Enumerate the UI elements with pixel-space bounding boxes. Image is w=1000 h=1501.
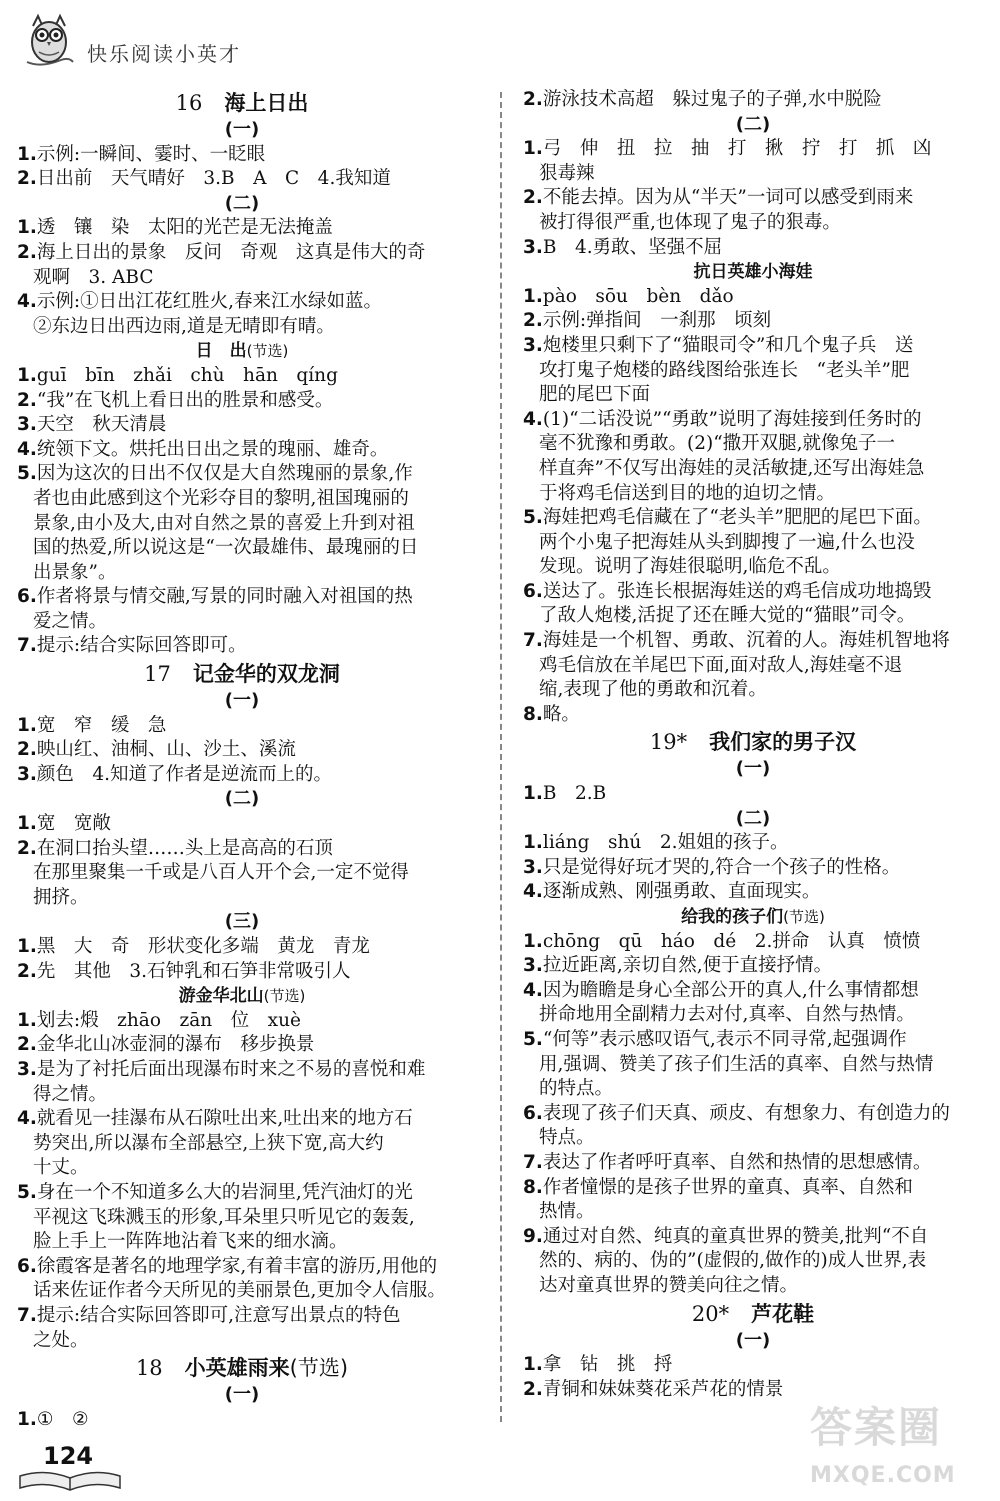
- answer-continuation: 用,强调、赞美了孩子们生活的真率、自然与热情: [539, 1053, 934, 1075]
- answer-text: 海娃是一个机智、勇敢、沉着的人。海娃机智地将: [542, 630, 950, 652]
- lesson-subtitle: (节选): [289, 1356, 349, 1381]
- brand-title: 快乐阅读小英才: [87, 42, 241, 66]
- answer-number: 3.: [523, 334, 543, 356]
- answer-number: 8.: [523, 703, 543, 725]
- answer-item: [17, 763, 467, 788]
- section-heading: (一): [224, 1384, 260, 1406]
- section-heading: (一): [224, 119, 260, 140]
- reading-name: 抗日英雄小海娃: [693, 262, 813, 283]
- answer-text: 颜色 4.知道了作者是逆流而上的。: [36, 763, 333, 785]
- answer-text: 金华北山冰壶洞的瀑布 移步换景: [36, 1034, 315, 1056]
- answer-number: 1.: [17, 936, 37, 957]
- answer-item: [17, 389, 467, 414]
- lesson-name: 小英雄雨来: [184, 1356, 290, 1381]
- answer-text: 海上日出的景象 反问 奇观 这真是伟大的奇: [36, 241, 426, 263]
- open-book-icon: [15, 1470, 125, 1492]
- answer-number: 4.: [523, 979, 543, 1001]
- watermark-text: 答案圈: [810, 1403, 943, 1452]
- reading-subtitle: (节选): [246, 342, 289, 361]
- answer-number: 6.: [523, 1102, 543, 1124]
- right-column: [523, 88, 983, 1402]
- answer-item: [17, 167, 467, 192]
- section-heading: (一): [224, 690, 260, 712]
- answer-text: 海娃把鸡毛信藏在了“老头羊”肥肥的尾巴下面。: [542, 507, 932, 529]
- section-heading: (二): [735, 807, 771, 829]
- answer-item: [523, 856, 983, 881]
- answer-text: 黑 大 奇 形状变化多端 黄龙 青龙: [36, 936, 370, 957]
- watermark: [810, 1395, 956, 1488]
- answer-text: 提示:结合实际回答即可,注意写出景点的特色: [36, 1304, 401, 1326]
- answer-text: 映山红、油桐、山、沙土、溪流: [36, 739, 296, 761]
- answer-text: 宽 窄 缓 急: [36, 714, 167, 736]
- reading-subtitle: (节选): [783, 908, 825, 926]
- page-number: 124: [43, 1442, 94, 1470]
- answer-continuation: 势突出,所以瀑布全部悬空,上狭下宽,高大约: [33, 1132, 384, 1154]
- answer-item: [523, 1225, 983, 1250]
- answer-item: [523, 1353, 983, 1378]
- answer-text: 青铜和妹妹葵花采芦花的情景: [542, 1378, 784, 1400]
- answer-text: 因为这次的日出不仅仅是大自然瑰丽的景象,作: [36, 463, 413, 485]
- answer-continuation: 发现。说明了海娃很聪明,临危不乱。: [539, 556, 841, 578]
- reading-name: 给我的孩子们: [681, 907, 784, 927]
- answer-item: [523, 580, 983, 605]
- answer-text: 身在一个不知道多么大的岩洞里,凭汽油灯的光: [36, 1181, 413, 1203]
- answer-text: 是为了衬托后面出现瀑布时来之不易的喜悦和难: [36, 1058, 426, 1080]
- answer-number: 2.: [17, 960, 37, 982]
- answer-item: [523, 880, 983, 905]
- answer-text: 先 其他 3.石钟乳和石笋非常吸引人: [36, 960, 351, 982]
- answer-item: [17, 216, 467, 241]
- answer-text: 不能去掉。因为从“半天”一词可以感受到雨来: [542, 187, 914, 209]
- answer-continuation: 达对童真世界的赞美向往之情。: [539, 1274, 799, 1296]
- answer-item: [17, 960, 467, 985]
- answer-number: 3.: [523, 856, 543, 878]
- answer-item: [17, 738, 467, 763]
- reading-name: 日 出: [195, 341, 247, 362]
- answer-continuation: 的特点。: [539, 1078, 614, 1100]
- answer-number: 7.: [17, 635, 37, 657]
- answer-item: [17, 1107, 467, 1132]
- answer-text: 在洞口抬头望……头上是高高的石顶: [36, 837, 333, 859]
- answer-text: 拿 钻 挑 捋: [542, 1354, 673, 1376]
- answer-number: 6.: [523, 580, 543, 602]
- answer-text: 弓 伸 扭 拉 抽 打 揪 拧 打 抓 凶: [542, 138, 932, 160]
- answer-number: 2.: [17, 739, 37, 761]
- reading-name: 游金华北山: [178, 986, 264, 1007]
- answer-continuation: 于将鸡毛信送到目的地的迫切之情。: [539, 482, 836, 504]
- answer-continuation: 国的热爱,所以说这是“一次最雄伟、最瑰丽的日: [33, 537, 419, 559]
- answer-number: 1.: [17, 217, 37, 239]
- answer-continuation: 了敌人炮楼,活捉了还在睡大觉的“猫眼”司令。: [539, 605, 916, 627]
- answer-text: 示例:弹指间 一刹那 顷刻: [542, 310, 772, 332]
- answer-text: ① ②: [36, 1408, 89, 1430]
- lesson-number: 18: [135, 1356, 163, 1381]
- answer-continuation: 话来佐证作者今天所见的美丽景色,更加令人信服。: [33, 1280, 446, 1302]
- answer-item: [17, 364, 467, 389]
- answer-number: 2.: [17, 241, 37, 263]
- page-footer: [15, 1432, 135, 1492]
- answer-text: 示例:①日出江花红胜火,春来江水绿如蓝。: [36, 291, 383, 313]
- answer-item: [17, 290, 467, 315]
- answer-item: [523, 137, 983, 162]
- answer-item: [17, 241, 467, 266]
- section-heading: (二): [735, 113, 771, 135]
- reading-subtitle: (节选): [263, 987, 306, 1006]
- answer-text: 逐渐成熟、刚强勇敢、直面现实。: [542, 881, 821, 903]
- answer-text: 作者憧憬的是孩子世界的童真、真率、自然和: [542, 1176, 913, 1198]
- answer-number: 1.: [523, 832, 543, 854]
- answer-number: 5.: [523, 1028, 543, 1050]
- answer-text: pào sōu bèn dǎo: [542, 285, 734, 307]
- lesson-name: 记金华的双龙洞: [192, 662, 340, 687]
- answer-number: 2.: [523, 89, 543, 110]
- answer-text: 透 镶 染 太阳的光芒是无法掩盖: [36, 217, 333, 239]
- answer-number: 1.: [17, 813, 37, 835]
- header: [15, 8, 315, 83]
- answer-text: 划去:煅 zhāo zān 位 xuè: [36, 1009, 301, 1031]
- answer-text: chōng qū háo dé 2.拼命 认真 愤愤: [542, 930, 921, 952]
- answer-item: [17, 837, 467, 862]
- answer-number: 2.: [17, 168, 37, 190]
- lesson-name: 我们家的男子汉: [709, 730, 857, 755]
- lesson-title: [523, 727, 983, 757]
- answer-item: [17, 714, 467, 739]
- answer-item: [17, 1033, 467, 1058]
- answer-number: 4.: [523, 408, 543, 430]
- answer-continuation: 两个小鬼子把海娃从头到脚搜了一遍,什么也没: [539, 531, 915, 553]
- answer-continuation: 爱之情。: [33, 610, 108, 632]
- watermark-url: MXQE.COM: [810, 1463, 956, 1488]
- answer-continuation: 者也由此感到这个光彩夺目的黎明,祖国瑰丽的: [33, 487, 409, 509]
- answer-text: 宽 宽敞: [36, 813, 111, 835]
- answer-number: 1.: [523, 138, 543, 160]
- answer-item: [17, 1255, 467, 1280]
- answer-item: [17, 413, 467, 438]
- section-heading: (一): [735, 758, 771, 780]
- lesson-name: 海上日出: [224, 91, 309, 115]
- lesson-name: 芦花鞋: [751, 1301, 815, 1326]
- section-heading: (二): [224, 192, 260, 214]
- answer-number: 9.: [523, 1225, 543, 1247]
- answer-item: [17, 143, 467, 168]
- answer-continuation: 十丈。: [33, 1157, 89, 1179]
- answer-text: 就看见一挂瀑布从石隙吐出来,吐出来的地方石: [36, 1108, 413, 1130]
- answer-number: 5.: [17, 1181, 37, 1203]
- answer-continuation: 鸡毛信放在羊尾巴下面,面对敌人,海娃毫不退: [539, 654, 903, 676]
- answer-text: 送达了。张连长根据海娃送的鸡毛信成功地捣毁: [542, 580, 932, 602]
- answer-number: 6.: [17, 1255, 37, 1277]
- answer-number: 6.: [17, 586, 37, 608]
- answer-continuation: 拥挤。: [33, 886, 89, 908]
- answer-text: “何等”表示感叹语气,表示不同寻常,起强调作: [542, 1028, 907, 1050]
- answer-text: 示例:一瞬间、霎时、一眨眼: [36, 143, 266, 165]
- answer-item: [523, 930, 983, 955]
- answer-number: 7.: [17, 1304, 37, 1326]
- answer-continuation: 平视这飞珠溅玉的形象,耳朵里只听见它的轰轰,: [33, 1206, 415, 1228]
- answer-continuation: 脸上手上一阵阵地沾着飞来的细水滴。: [33, 1231, 348, 1253]
- answer-text: B 2.B: [542, 783, 607, 805]
- lesson-number: 17: [144, 662, 171, 687]
- answer-item: [523, 506, 983, 531]
- answer-continuation: 拼命地用全副精力去对付,真率、自然与热情。: [539, 1004, 915, 1026]
- answer-item: [17, 1304, 467, 1329]
- answer-continuation: 得之情。: [33, 1083, 108, 1105]
- answer-number: 3.: [17, 1058, 37, 1080]
- answer-item: [523, 334, 983, 359]
- answer-text: 徐霞客是著名的地理学家,有着丰富的游历,用他的: [36, 1255, 438, 1277]
- answer-number: 2.: [523, 310, 543, 332]
- answer-continuation: 样直奔”不仅写出海娃的灵活敏捷,还写出海娃急: [539, 457, 925, 479]
- answer-text: 通过对自然、纯真的童真世界的赞美,批判“不自: [542, 1225, 929, 1247]
- lesson-title: [523, 1299, 983, 1329]
- lesson-title: [17, 659, 467, 689]
- answer-item: [523, 1176, 983, 1201]
- answer-number: 7.: [523, 630, 543, 652]
- answer-continuation: 热情。: [539, 1201, 595, 1223]
- answer-number: 1.: [523, 930, 543, 952]
- answer-item: [17, 462, 467, 487]
- answer-item: [523, 1151, 983, 1176]
- answer-number: 5.: [523, 507, 543, 529]
- answer-continuation: 毫不犹豫和勇敢。(2)“撒开双腿,就像兔子一: [539, 433, 896, 455]
- answer-number: 1.: [17, 364, 37, 386]
- answer-text: 因为瞻瞻是身心全部公开的真人,什么事情都想: [542, 979, 919, 1001]
- answer-text: “我”在飞机上看日出的胜景和感受。: [36, 389, 334, 411]
- answer-number: 2.: [17, 389, 37, 411]
- answer-item: [523, 979, 983, 1004]
- answer-item: [523, 1028, 983, 1053]
- answer-item: [17, 438, 467, 463]
- answer-number: 2.: [523, 1378, 543, 1400]
- answer-text: 日出前 天气晴好 3.B A C 4.我知道: [36, 168, 391, 190]
- answer-item: [523, 782, 983, 807]
- lesson-number: 19*: [649, 730, 688, 755]
- answer-number: 3.: [17, 763, 37, 785]
- answer-item: [523, 954, 983, 979]
- answer-number: 8.: [523, 1176, 543, 1198]
- answer-number: 1.: [523, 285, 543, 307]
- answer-number: 1.: [523, 783, 543, 805]
- answer-text: (1)“二话没说”“勇敢”说明了海娃接到任务时的: [542, 408, 922, 430]
- answer-continuation: 肥的尾巴下面: [539, 384, 651, 406]
- answer-item: [523, 236, 983, 261]
- answer-item: [523, 285, 983, 310]
- answer-number: 3.: [523, 236, 543, 258]
- answer-number: 2.: [17, 837, 37, 859]
- answer-item: [523, 629, 983, 654]
- answer-continuation: 景象,由小及大,由对自然之景的喜爱上升到对祖: [33, 512, 415, 534]
- answer-text: 略。: [542, 703, 580, 725]
- answer-text: 游泳技术高超 躲过鬼子的子弹,水中脱险: [542, 89, 882, 110]
- answer-number: 1.: [17, 714, 37, 736]
- answer-number: 4.: [17, 438, 37, 460]
- reading-title: [523, 260, 983, 285]
- answer-number: 1.: [17, 143, 37, 165]
- answer-item: [17, 1058, 467, 1083]
- answer-number: 2.: [523, 187, 543, 209]
- answer-number: 3.: [17, 414, 37, 436]
- answer-item: [17, 634, 467, 659]
- answer-text: 作者将景与情交融,写景的同时融入对祖国的热: [36, 586, 413, 608]
- answer-item: [17, 585, 467, 610]
- answer-item: [17, 812, 467, 837]
- answer-item: [523, 1102, 983, 1127]
- answer-text: 炮楼里只剩下了“猫眼司令”和几个鬼子兵 送: [542, 334, 914, 356]
- section-heading: (二): [224, 788, 260, 810]
- section-heading: (一): [735, 1329, 771, 1351]
- answer-continuation: 观啊 3. ABC: [33, 266, 154, 288]
- answer-text: guī bīn zhǎi chù hān qíng: [36, 364, 338, 386]
- answer-continuation: 特点。: [539, 1127, 595, 1149]
- answer-text: 表达了作者呼吁真率、自然和热情的思想感情。: [542, 1151, 932, 1173]
- answer-continuation: 被打得很严重,也体现了鬼子的狠毒。: [539, 211, 841, 233]
- answer-text: 只是觉得好玩才哭的,符合一个孩子的性格。: [542, 856, 901, 878]
- answer-text: 表现了孩子们天真、顽皮、有想象力、有创造力的: [542, 1102, 950, 1124]
- answer-item: [523, 186, 983, 211]
- answer-continuation: 然的、病的、伪的”(虚假的,做作的)成人世界,表: [539, 1250, 927, 1272]
- answer-text: 统领下文。烘托出日出之景的瑰丽、雄奇。: [36, 438, 389, 460]
- left-column: [17, 88, 467, 1432]
- answer-continuation: 攻打鬼子炮楼的路线图给张连长 “老头羊”肥: [539, 359, 910, 381]
- answer-text: B 4.勇敢、坚强不屈: [542, 236, 723, 258]
- reading-title: [17, 339, 467, 364]
- lesson-title: [17, 1353, 467, 1383]
- answer-number: 1.: [17, 1408, 37, 1430]
- answer-number: 1.: [523, 1354, 543, 1376]
- answer-number: 4.: [17, 291, 37, 313]
- answer-item: [17, 935, 467, 960]
- column-divider: [500, 92, 502, 1422]
- owl-logo-icon: [21, 10, 77, 72]
- answer-continuation: 在那里聚集一千或是八百人开个会,一定不觉得: [33, 862, 409, 884]
- answer-number: 4.: [523, 881, 543, 903]
- answer-item: [17, 1181, 467, 1206]
- answer-continuation: ②东边日出西边雨,道是无晴即有晴。: [33, 315, 335, 337]
- answer-item: [523, 88, 983, 113]
- answer-continuation: 缩,表现了他的勇敢和沉着。: [539, 679, 767, 701]
- answer-continuation: 出景象”。: [33, 561, 117, 583]
- answer-number: 1.: [17, 1009, 37, 1031]
- answer-item: [17, 1408, 467, 1433]
- lesson-title: [17, 88, 467, 118]
- answer-number: 3.: [523, 955, 543, 977]
- answer-number: 5.: [17, 463, 37, 485]
- lesson-number: 20*: [691, 1301, 730, 1326]
- answer-continuation: 狠毒辣: [539, 162, 595, 184]
- answer-number: 2.: [17, 1034, 37, 1056]
- answer-item: [523, 309, 983, 334]
- answer-continuation: 之处。: [33, 1329, 89, 1351]
- answer-item: [523, 408, 983, 433]
- answer-text: 拉近距离,亲切自然,便于直接抒情。: [542, 955, 833, 977]
- reading-title: [523, 905, 983, 930]
- answer-item: [17, 1009, 467, 1034]
- answer-number: 4.: [17, 1108, 37, 1130]
- answer-text: 天空 秋天清晨: [36, 414, 167, 436]
- answer-text: 提示:结合实际回答即可。: [36, 635, 247, 657]
- answer-item: [523, 831, 983, 856]
- reading-title: [17, 984, 467, 1009]
- answer-text: liáng shú 2.姐姐的孩子。: [542, 832, 789, 854]
- answer-item: [523, 703, 983, 728]
- answer-number: 7.: [523, 1151, 543, 1173]
- section-heading: (三): [224, 911, 260, 933]
- lesson-number: 16: [175, 91, 203, 115]
